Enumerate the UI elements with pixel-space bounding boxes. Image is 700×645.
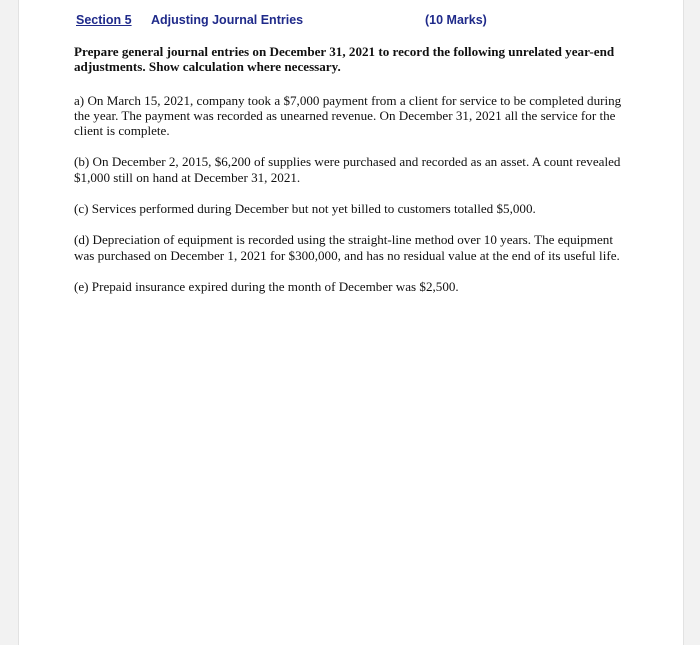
section-number: Section 5 — [76, 13, 132, 27]
section-title: Adjusting Journal Entries — [151, 13, 304, 27]
instructions: Prepare general journal entries on December 31, 2021 to record the following unrelated year-end adjustments. Show calculation where necessary. — [74, 44, 615, 75]
question-body — [74, 44, 634, 310]
item-a: a) On March 15, 2021, company took a $7,000 payment from a client for service to be completed during the year. The payment was recorded as unearned revenue. On December 31, 2021 all the service for the client is complete. — [74, 92, 622, 139]
section-header — [76, 13, 636, 31]
item-e: (e) Prepaid insurance expired during the month of December was $2,500. — [74, 278, 459, 294]
item-d: (d) Depreciation of equipment is recorded using the straight-line method over 10 years. The equipment was purchased on December 1, 2021 for $300,000, and has no residual value at the end of its useful life. — [74, 232, 620, 263]
item-b: (b) On December 2, 2015, $6,200 of supplies were purchased and recorded as an asset. A count revealed $1,000 still on hand at December 31, 2021. — [74, 154, 621, 185]
item-c: (c) Services performed during December but not yet billed to customers totalled $5,000. — [74, 201, 536, 217]
document-page — [18, 0, 684, 645]
section-marks: (10 Marks) — [425, 13, 487, 27]
